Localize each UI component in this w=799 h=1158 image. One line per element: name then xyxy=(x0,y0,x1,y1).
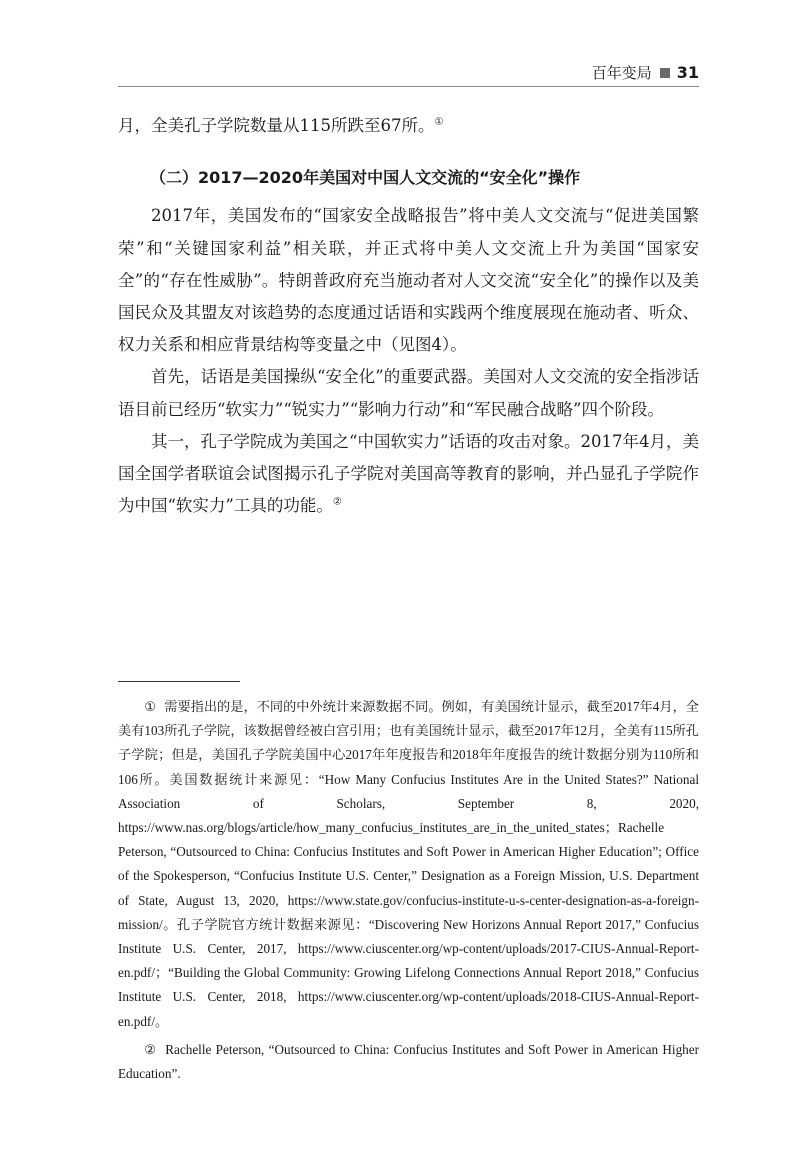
page-number: 31 xyxy=(676,63,699,82)
paragraph-discourse: 首先，话语是美国操纵“安全化”的重要武器。美国对人文交流的安全指涉话语目前已经历“软实力”“锐实力”“影响力行动”和“军民融合战略”四个阶段。 xyxy=(118,367,699,419)
paragraph-security-report: 2017年，美国发布的“国家安全战略报告”将中美人文交流与“促进美国繁荣”和“关键国家利益”相关联，并正式将中美人文交流上升为美国“国家安全”的“存在性威胁”。特朗普政府充当施动者对人文交流“安全化”的操作以及美国民众及其盟友对该趋势的态度通过话语和实践两个维度展现在施动者、听众、权力关系和相应背景结构等变量之中（见图4）。 xyxy=(118,206,699,355)
footnote-1 xyxy=(118,695,699,1034)
footnote-1-text: 需要指出的是，不同的中外统计来源数据不同。例如，有美国统计显示，截至2017年4月，全美有103所孔子学院，该数据曾经被白宫引用；也有美国统计显示，截至2017年12月，全美有115所孔子学院；但是，美国孔子学院美国中心2017年年度报告和2018年年度报告的统计数据分别为110所和106所。美国数据统计来源见：“How Many Confucius Institutes Are in the United States?” National Association of Scholars, September 8, 2020, https://www.nas.org/blogs/article/how_many_confucius_institutes_are_in_the_united_states；Rachelle Peterson, “Outsourced to China: Confucius Institutes and Soft Power in American Higher Education”; Office of the Spokesperson, “Confucius Institute U.S. Center,” Designation as a Foreign Mission, U.S. Department of State, August 13, 2020, https://www.state.gov/confucius-institute-u-s-center-designation-as-a-foreign-mission/。孔子学院官方统计数据来源见：“Discovering New Horizons Annual Report 2017,” Confucius Institute U.S. Center, 2017, https://www.ciuscenter.org/wp-content/uploads/2017-CIUS-Annual-Report-en.pdf/；“Building the Global Community: Growing Lifelong Connections Annual Report 2018,” Confucius Institute U.S. Center, 2018, https://www.ciuscenter.org/wp-content/uploads/2018-CIUS-Annual-Report-en.pdf/。 xyxy=(118,699,699,1029)
paragraph-soft-power: 其一，孔子学院成为美国之“中国软实力”话语的攻击对象。2017年4月，美国全国学者联谊会试图揭示孔子学院对美国高等教育的影响，并凸显孔子学院作为中国“软实力”工具的功能。② xyxy=(118,431,699,516)
section-subheading: （二）2017—2020年美国对中国人文交流的“安全化”操作 xyxy=(150,168,581,188)
footnote-2 xyxy=(118,1038,699,1086)
running-header xyxy=(118,62,699,86)
paragraph-continued: 月，全美孔子学院数量从115所跌至67所。① xyxy=(118,116,444,135)
footnote-1-mark: ① xyxy=(144,699,157,714)
footnote-2-text: Rachelle Peterson, “Outsourced to China: Confucius Institutes and Soft Power in American Higher Education”. xyxy=(118,1041,700,1082)
square-marker-icon xyxy=(660,68,670,78)
footnote-2-mark: ② xyxy=(144,1041,158,1057)
main-text xyxy=(118,110,699,522)
footnote-rule xyxy=(118,681,240,682)
footnote-ref-2[interactable]: ② xyxy=(332,496,342,508)
header-rule xyxy=(118,86,699,87)
header-title: 百年变局 xyxy=(591,64,652,82)
footnote-ref-1[interactable]: ① xyxy=(434,116,444,128)
footnotes xyxy=(118,695,699,1090)
